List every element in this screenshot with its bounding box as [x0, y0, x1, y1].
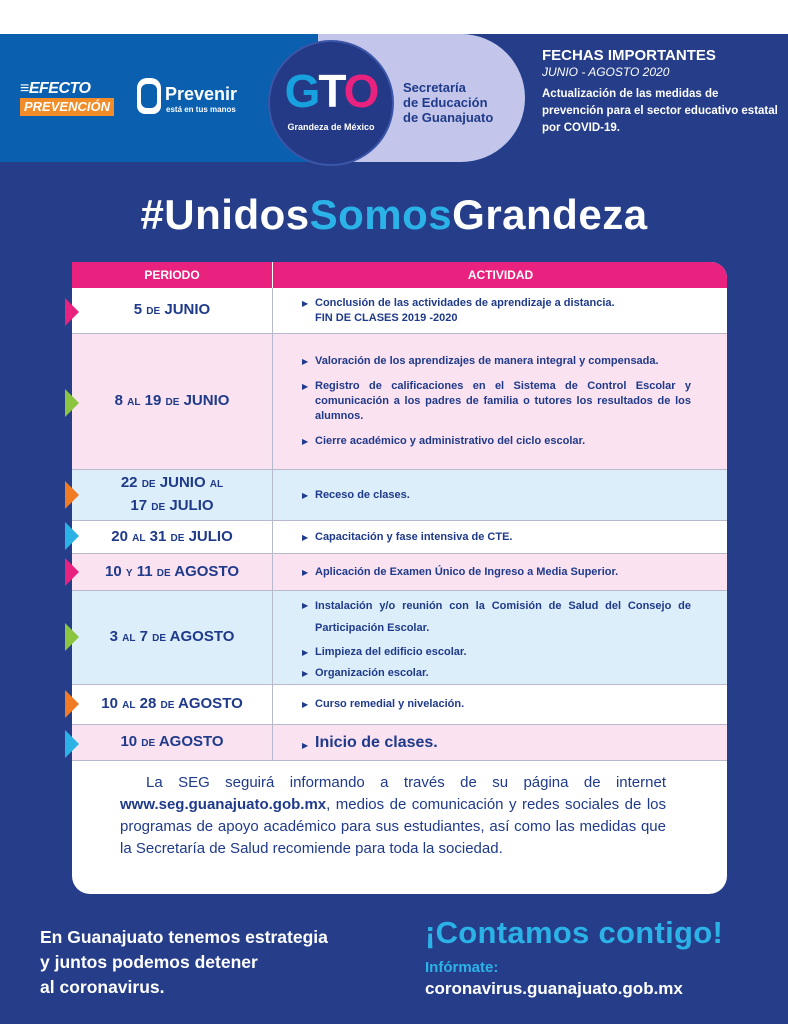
gto-logo-wordmark: GTO [284, 65, 378, 117]
activity-item: ▶ Limpieza del edificio escolar. [302, 645, 691, 660]
row-marker-triangle [65, 623, 79, 651]
row-period: 10 Y 11 DE AGOSTO [105, 562, 239, 580]
efecto-logo-line1: ≡EFECTO [20, 80, 91, 97]
footer-message: En Guanajuato tenemos estrategia y juntos podemos detener al coronavirus. [40, 927, 328, 997]
row-activities [302, 521, 691, 553]
prevenir-logo [137, 78, 252, 118]
activity-item: ▶ Receso de clases. [302, 488, 691, 503]
row-activities [302, 725, 691, 760]
row-period: 22 DE JUNIO AL 17 DE JULIO [120, 474, 224, 514]
table-row [72, 685, 727, 725]
efecto-prevencion-logo [20, 80, 120, 116]
seg-website-link[interactable]: www.seg.guanajuato.gob.mx [120, 796, 327, 813]
column-header-periodo: PERIODO [144, 268, 200, 282]
gto-logo [268, 40, 394, 166]
activity-item-continuation: FIN DE CLASES 2019 -2020 [315, 311, 458, 324]
row-activities [302, 470, 691, 520]
fechas-importantes-block [542, 47, 778, 137]
prevenir-logo-tagline: está en tus manos [166, 105, 236, 114]
activity-item: ▶ Organización escolar. [302, 666, 691, 681]
activity-item: ▶ Curso remedial y nivelación. [302, 697, 691, 712]
table-row [72, 288, 727, 334]
information-note: La SEG seguirá informando a través de su página de internet www.seg.guanajuato.gob.mx, medios de comunicación y redes sociales de los programas de apoyo académico para sus estudiantes, así como las medidas que la Secretaría de Salud recomiende para toda la sociedad. [120, 774, 666, 857]
row-activities [302, 685, 691, 724]
row-activities [302, 334, 691, 469]
fechas-heading: FECHAS IMPORTANTES [542, 47, 716, 64]
top-white-strip [0, 0, 788, 34]
row-activities [302, 591, 691, 684]
activity-item: ▶ Inicio de clases. [302, 733, 691, 753]
activity-item: ▶ Conclusión de las actividades de aprendizaje a distancia. [302, 296, 691, 311]
informate-label: Infórmate: [425, 959, 499, 976]
row-marker-triangle [65, 481, 79, 509]
fechas-description: Actualización de las medidas de prevención para el sector educativo estatal por COVID-19. [542, 88, 778, 134]
row-period: 10 DE AGOSTO [120, 733, 224, 750]
row-marker-triangle [65, 389, 79, 417]
table-row [72, 554, 727, 591]
row-marker-triangle [65, 522, 79, 550]
row-activities [302, 288, 691, 333]
table-row [72, 591, 727, 685]
activity-item: ▶ Cierre académico y administrativo del ciclo escolar. [302, 434, 691, 449]
fechas-dates: JUNIO - AGOSTO 2020 [542, 65, 670, 79]
row-marker-triangle [65, 690, 79, 718]
activity-item: ▶ Capacitación y fase intensiva de CTE. [302, 530, 691, 545]
activity-item: ▶ Aplicación de Examen Único de Ingreso a Media Superior. [302, 565, 691, 580]
contamos-contigo-slogan: ¡Contamos contigo! [425, 915, 724, 950]
row-period: 8 AL 19 DE JUNIO [114, 392, 230, 409]
gto-logo-tagline: Grandeza de México [287, 122, 375, 132]
hashtag-title: #UnidosSomosGrandeza [140, 191, 648, 238]
table-header [72, 262, 727, 288]
activity-item: ▶ Instalación y/o reunión con la Comisión de Salud del Consejo de Participación Escolar. [302, 595, 691, 639]
table-row [72, 334, 727, 470]
table-row [72, 725, 727, 761]
secretaria-name: Secretaría de Educación de Guanajuato [403, 80, 494, 125]
efecto-logo-line2: PREVENCIÓN [20, 98, 114, 116]
activity-item: ▶ Valoración de los aprendizajes de manera integral y compensada. [302, 354, 691, 369]
coronavirus-website-link[interactable]: coronavirus.guanajuato.gob.mx [425, 979, 683, 998]
table-row [72, 521, 727, 554]
row-marker-triangle [65, 730, 79, 758]
column-header-actividad: ACTIVIDAD [467, 268, 534, 282]
row-activities [302, 554, 691, 590]
activity-item: ▶ Registro de calificaciones en el Sistema de Control Escolar y comunicación a los padres de familia o tutores los resultados de los alumnos. [302, 379, 691, 424]
row-period: 10 AL 28 DE AGOSTO [101, 695, 243, 712]
prevenir-logo-title: Prevenir [165, 84, 238, 104]
table-row [72, 470, 727, 521]
row-period: 5 DE JUNIO [133, 301, 211, 318]
hand-icon [137, 78, 161, 114]
row-marker-triangle [65, 298, 79, 326]
row-marker-triangle [65, 558, 79, 586]
row-period: 20 AL 31 DE JULIO [111, 527, 233, 545]
row-period: 3 AL 7 DE AGOSTO [109, 628, 235, 645]
